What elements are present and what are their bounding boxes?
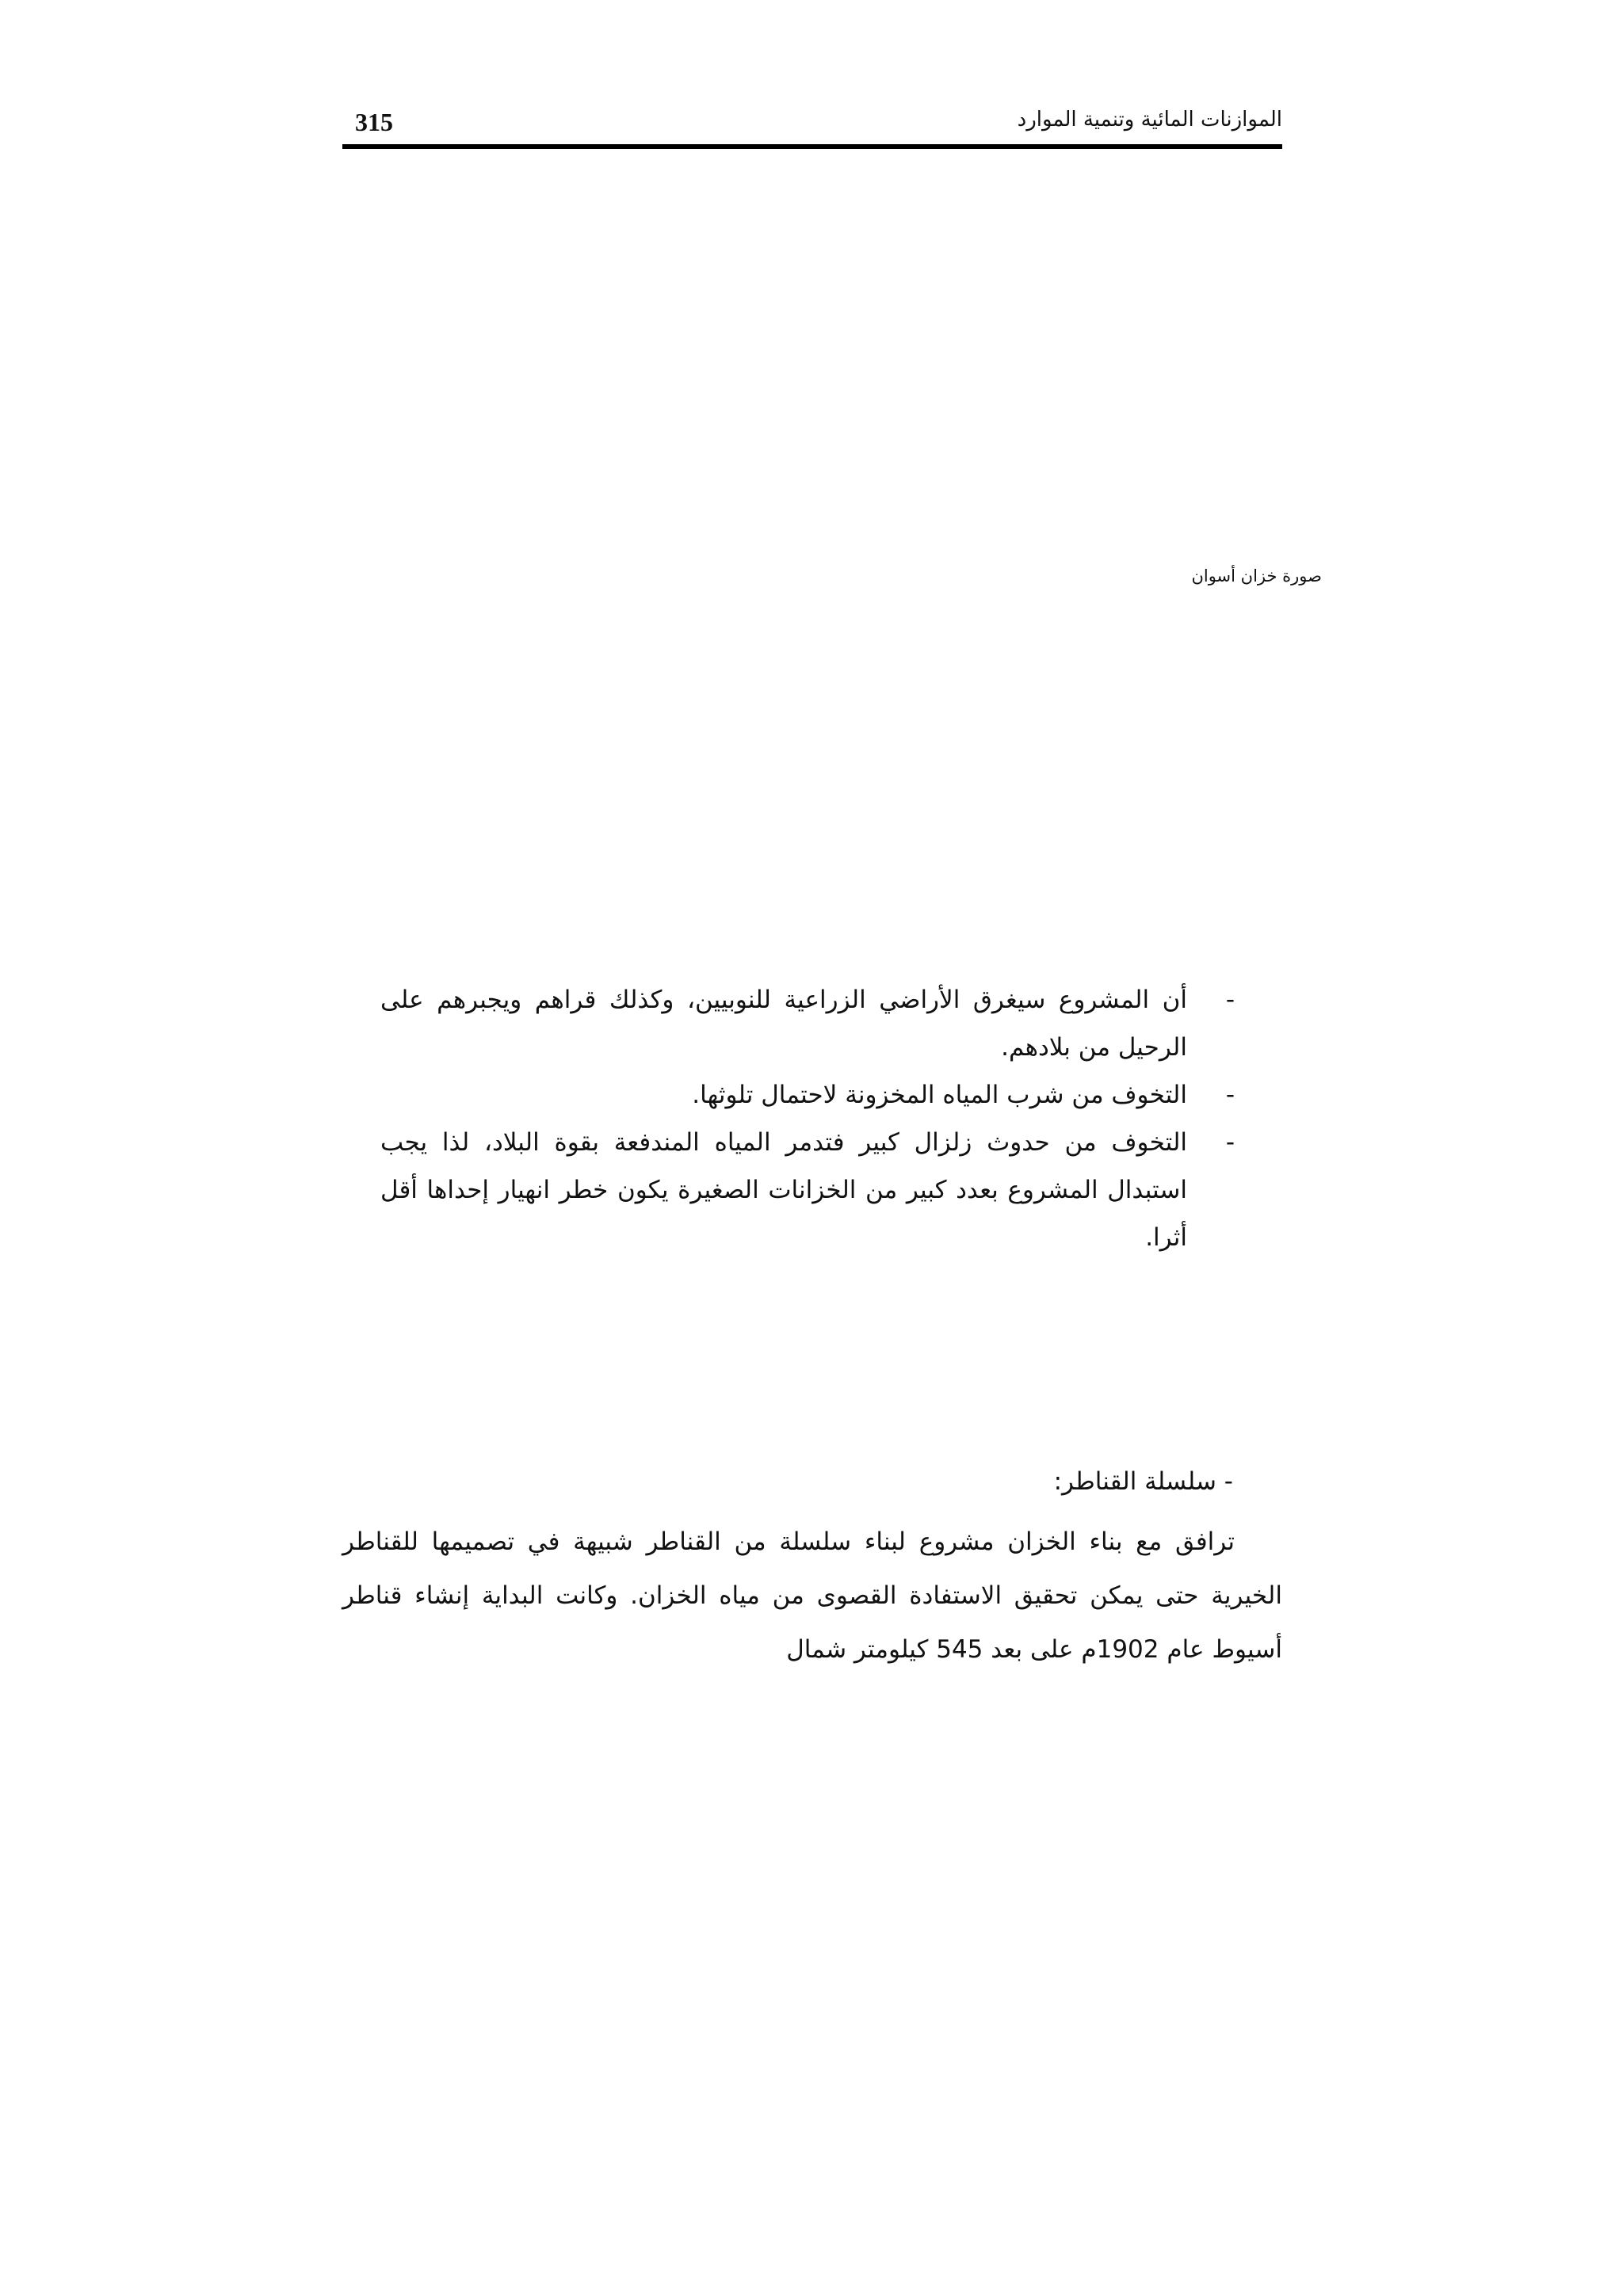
bullet-dash: - bbox=[1225, 986, 1235, 1014]
bullet-dash: - bbox=[1225, 1128, 1235, 1157]
header-rule bbox=[342, 144, 1282, 149]
page-number: 315 bbox=[355, 108, 393, 136]
list-item bbox=[380, 976, 1235, 1071]
section-heading: - سلسلة القناطر: bbox=[1053, 1467, 1233, 1496]
objections-list bbox=[380, 976, 1235, 1261]
list-item-text: التخوف من شرب المياه المخزونة لاحتمال تلوثها. bbox=[692, 1081, 1187, 1109]
body-paragraph: ترافق مع بناء الخزان مشروع لبناء سلسلة من القناطر شبيهة في تصميمها للقناطر الخيرية حتى يمكن تحقيق الاستفادة القصوى من مياه الخزان. وكانت البداية إنشاء قناطر أسيوط عام 1902م على بعد 545 كيلومتر شمال bbox=[342, 1527, 1282, 1664]
page-header bbox=[342, 101, 1282, 149]
figure-caption: صورة خزان أسوان bbox=[1191, 566, 1322, 585]
list-item bbox=[380, 1119, 1235, 1261]
running-title: الموازنات المائية وتنمية الموارد bbox=[1017, 108, 1282, 132]
list-item bbox=[380, 1071, 1235, 1119]
list-item-text: أن المشروع سيغرق الأراضي الزراعية للنوبيين، وكذلك قراهم ويجبرهم على الرحيل من بلادهم. bbox=[380, 986, 1187, 1062]
list-item-text: التخوف من حدوث زلزال كبير فتدمر المياه المندفعة بقوة البلاد، لذا يجب استبدال المشروع بعدد كبير من الخزانات الصغيرة يكون خطر انهيار إحداها أقل أثرا. bbox=[380, 1128, 1187, 1252]
bullet-dash: - bbox=[1225, 1081, 1235, 1109]
